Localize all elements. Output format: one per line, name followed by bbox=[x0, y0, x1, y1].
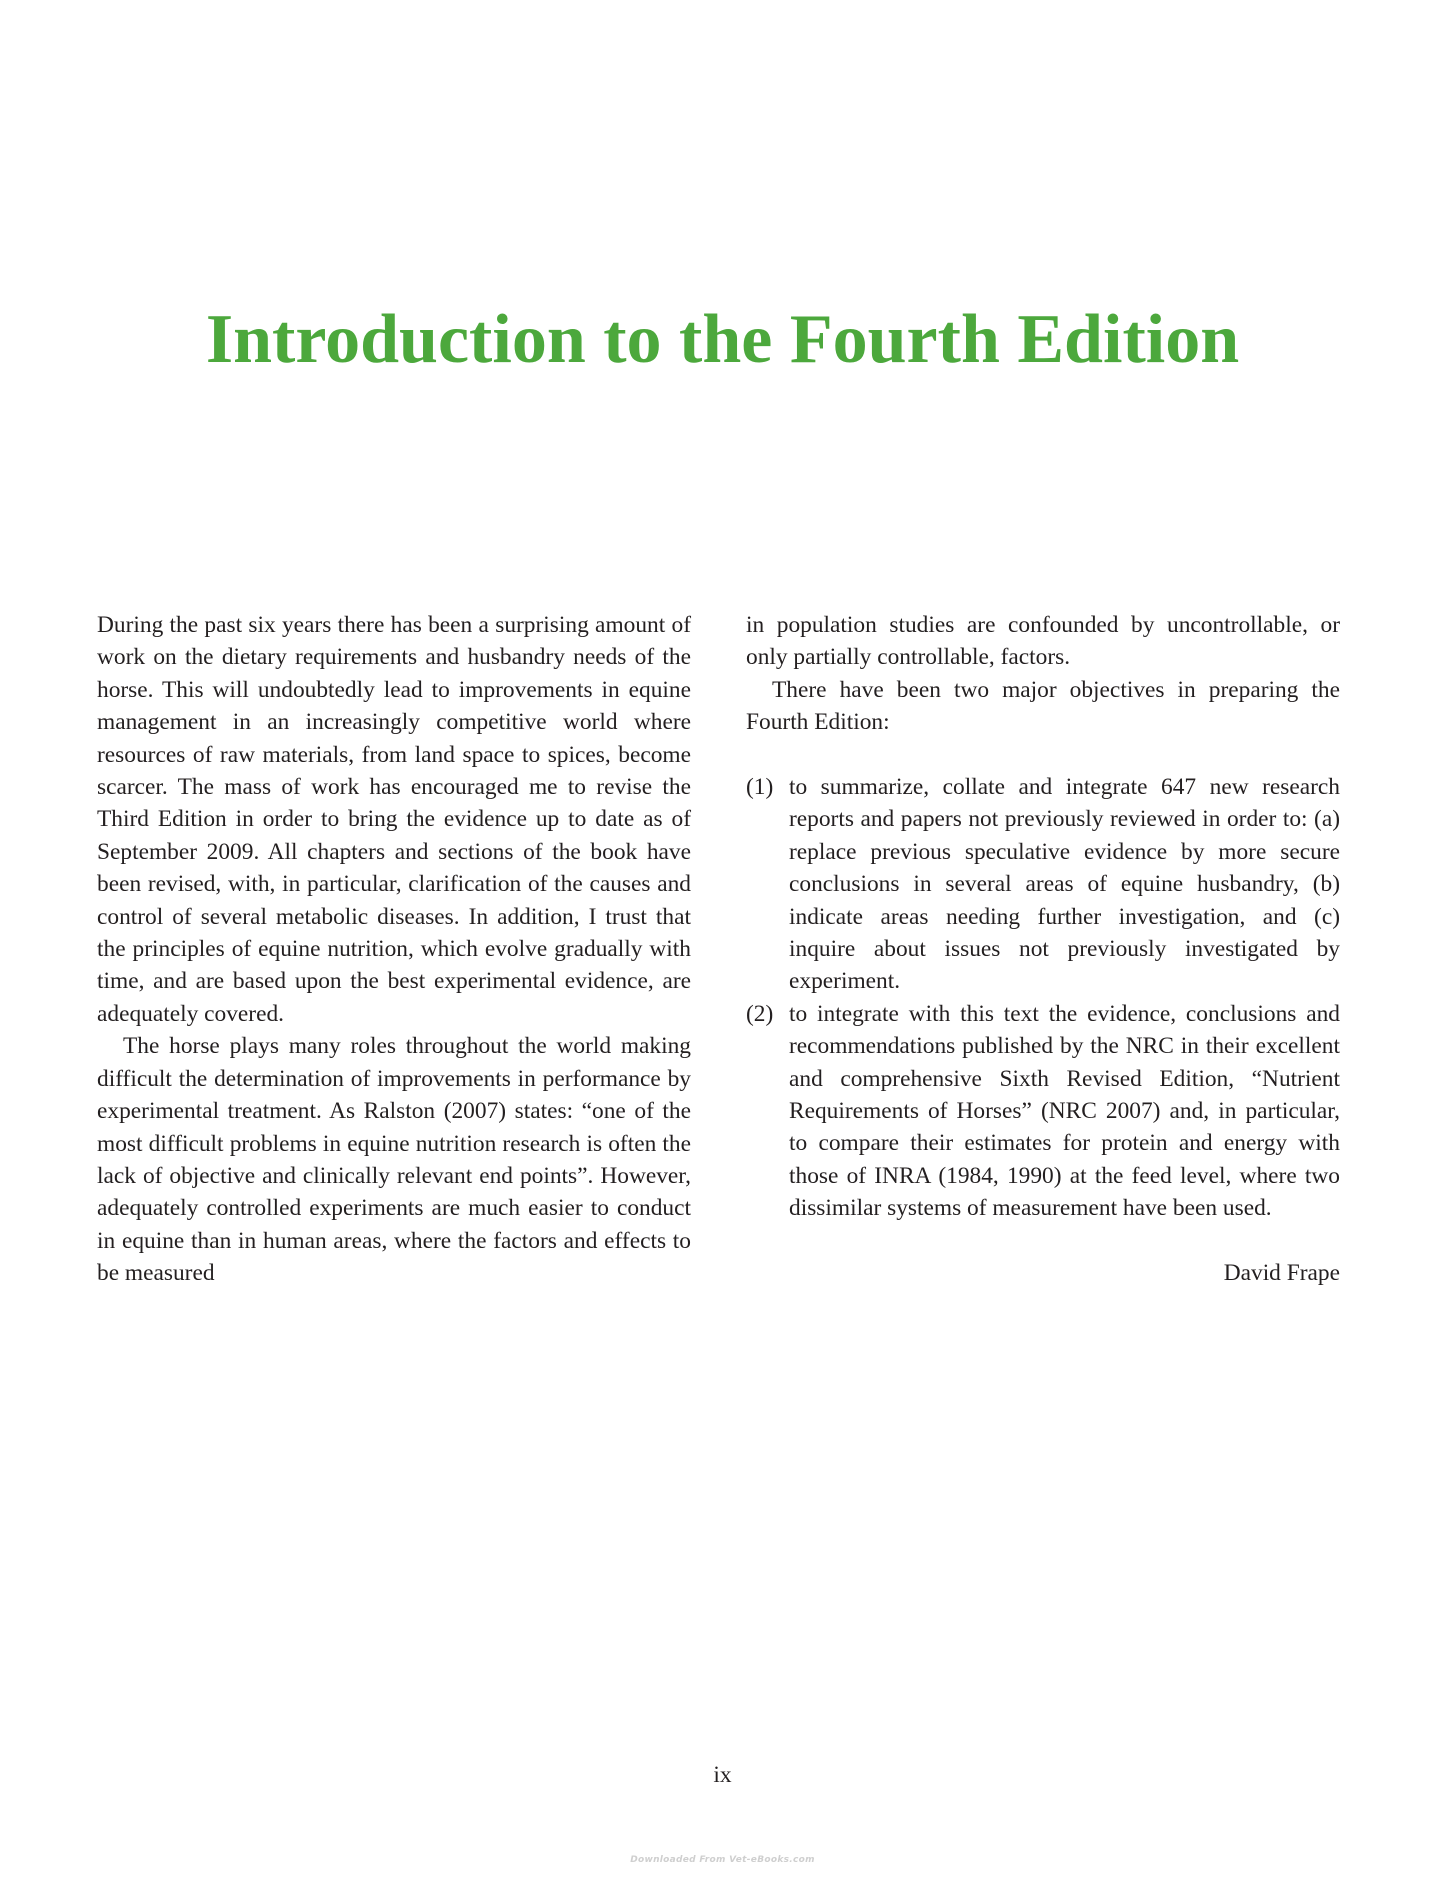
objectives-list bbox=[746, 771, 1340, 1225]
list-item bbox=[746, 998, 1340, 1225]
left-column bbox=[97, 609, 691, 1290]
list-marker: (1) bbox=[746, 774, 774, 801]
download-source-note: Downloaded From Vet-eBooks.com bbox=[630, 1855, 815, 1865]
spacer bbox=[746, 739, 1340, 771]
page-number: ix bbox=[713, 1762, 732, 1788]
list-item-text: to summarize, collate and integrate 647 new research reports and papers not previously reviewed in order to: (a) replace previous speculative evidence by more secure conclusions in several areas of equine husbandry, (b) indicate areas needing further investigation, and (c) inquire about issues not previously investigated by experiment. bbox=[789, 774, 1340, 995]
page-title: Introduction to the Fourth Edition bbox=[205, 301, 1240, 378]
list-item bbox=[746, 771, 1340, 998]
body-paragraph: During the past six years there has been a surprising amount of work on the dietary requirements and husbandry needs of the horse. This will undoubtedly lead to improvements in equine management in an increasingly competitive world where resources of raw materials, from land space to spices, become scarcer. The mass of work has encouraged me to revise the Third Edition in order to bring the evidence up to date as of September 2009. All chapters and sections of the book have been revised, with, in particular, clarification of the causes and control of several metabolic diseases. In addition, I trust that the principles of equine nutrition, which evolve gradually with time, and are based upon the best experimental evidence, are adequately covered. bbox=[97, 612, 691, 1027]
body-paragraph: The horse plays many roles throughout the world making difficult the determination of improvements in performance by experimental treatment. As Ralston (2007) states: “one of the most difficult problems in equine nutrition research is often the lack of objective and clinically relevant end points”. However, adequately controlled experiments are much easier to conduct in equine than in human areas, where the factors and effects to be measured bbox=[97, 1033, 691, 1287]
right-column bbox=[746, 609, 1340, 1290]
author-signature: David Frape bbox=[1223, 1260, 1340, 1287]
list-item-text: to integrate with this text the evidence, conclusions and recommendations published by the NRC in their excellent and comprehensive Sixth Revised Edition, “Nutrient Requirements of Horses” (NRC 2007) and, in particular, to compare their estimates for protein and energy with those of INRA (1984, 1990) at the feed level, where two dissimilar systems of measurement have been used. bbox=[789, 1000, 1340, 1222]
body-paragraph: There have been two major objectives in preparing the Fourth Edition: bbox=[746, 676, 1340, 736]
list-marker: (2) bbox=[746, 1000, 774, 1027]
body-paragraph: in population studies are confounded by uncontrollable, or only partially controllable, factors. bbox=[746, 612, 1340, 671]
